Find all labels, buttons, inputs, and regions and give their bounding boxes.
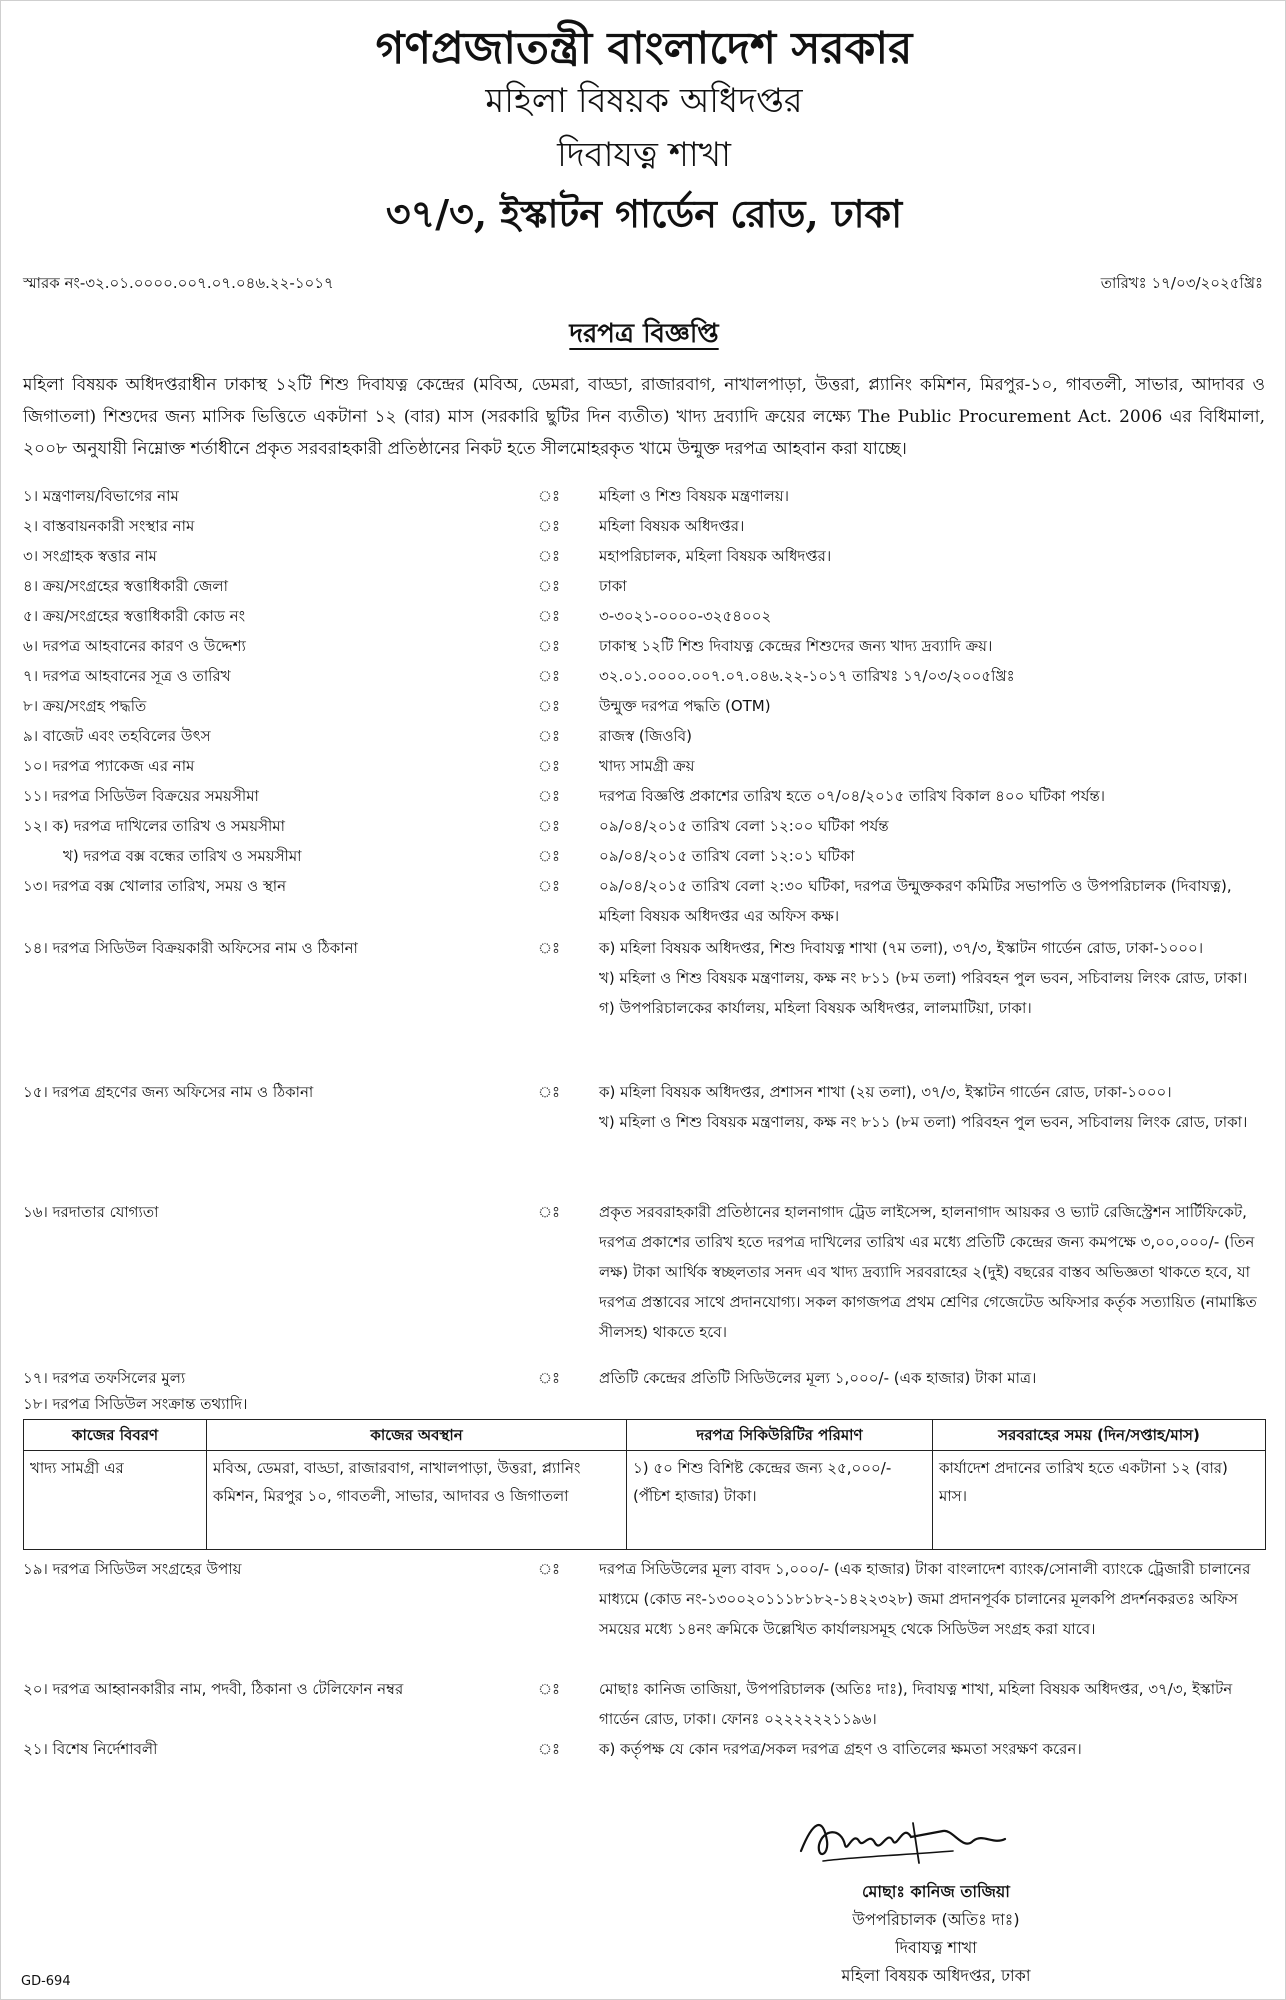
item-colon: ঃ <box>538 727 561 745</box>
item-value: খাদ্য সামগ্রী ক্রয় <box>599 757 695 775</box>
notice-title <box>1 313 1286 357</box>
government-title: গণপ্রজাতন্ত্রী বাংলাদেশ সরকার <box>375 23 913 74</box>
table-cell: কার্যাদেশ প্রদানের তারিখ হতে একটানা ১২ (বার) মাস। <box>933 1451 1266 1550</box>
table-header-row <box>24 1420 1266 1451</box>
item-colon: ঃ <box>538 1560 561 1578</box>
item-colon: ঃ <box>538 757 561 775</box>
item-colon: ঃ <box>538 667 561 685</box>
item-value: প্রতিটি কেন্দ্রের প্রতিটি সিডিউলের মূল্য ১,০০০/- (এক হাজার) টাকা মাত্র। <box>599 1369 1037 1387</box>
item-colon: ঃ <box>538 697 561 715</box>
item-label: ১৬। দরদাতার যোগ্যতা <box>23 1203 159 1221</box>
footer-code: GD-694 <box>21 1974 71 1989</box>
memo-number: স্মারক নং-৩২.০১.০০০০.০০৭.০৭.০৪৬.২২-১০১৭ <box>23 274 334 292</box>
item-colon: ঃ <box>538 607 561 625</box>
item-value: মহিলা ও শিশু বিষয়ক মন্ত্রণালয়। <box>599 487 790 505</box>
item-label: ৫। ক্রয়/সংগ্রহের স্বত্তাধিকারী কোড নং <box>23 607 246 625</box>
item-colon: ঃ <box>538 1369 561 1387</box>
item-colon: ঃ <box>538 877 561 895</box>
notice-title-text: দরপত্র বিজ্ঞপ্তি <box>569 319 719 349</box>
office-option-a: ক) মহিলা বিষয়ক অধিদপ্তর, প্রশাসন শাখা (২য় তলা), ৩৭/৩, ইস্কাটন গার্ডেন রোড, ঢাকা-১০০০। <box>599 1083 1172 1101</box>
schedule-table <box>23 1419 1266 1550</box>
item-value: ক) কর্তৃপক্ষ যে কোন দরপত্র/সকল দরপত্র গ্রহণ ও বাতিলের ক্ষমতা সংরক্ষণ করেন। <box>599 1740 1082 1758</box>
item-label: ২। বাস্তবায়নকারী সংস্থার নাম <box>23 517 195 535</box>
table-cell: ১) ৫০ শিশু বিশিষ্ট কেন্দ্রের জন্য ২৫,০০০/- (পঁচিশ হাজার) টাকা। <box>627 1451 933 1550</box>
item-value <box>599 1077 1263 1137</box>
item-colon: ঃ <box>538 847 561 865</box>
item-value: রাজস্ব (জিওবি) <box>599 727 693 745</box>
table-cell: খাদ্য সামগ্রী এর <box>24 1451 207 1550</box>
item-label: ১৩। দরপত্র বক্স খোলার তারিখ, সময় ও স্থান <box>23 877 287 895</box>
item-colon: ঃ <box>538 577 561 595</box>
item-label: ১১। দরপত্র সিডিউল বিক্রয়ের সময়সীমা <box>23 787 259 805</box>
office-option-b: খ) মহিলা ও শিশু বিষয়ক মন্ত্রণালয়, কক্ষ নং ৮১১ (৮ম তলা) পরিবহন পুল ভবন, সচিবালয় লিংক রোড, ঢাকা। <box>599 969 1248 987</box>
item-colon: ঃ <box>538 547 561 565</box>
item-value: ০৯/০৪/২০১৫ তারিখ বেলা ১২:০০ ঘটিকা পর্যন্ত <box>599 817 889 835</box>
item-label: ৭। দরপত্র আহবানের সূত্র ও তারিখ <box>23 667 231 685</box>
table-row <box>24 1451 1266 1550</box>
item-value: ৩-৩০২১-০০০০-৩২৫৪০০২ <box>599 607 772 625</box>
item-value <box>599 933 1263 1023</box>
item-label: ৮। ক্রয়/সংগ্রহ পদ্ধতি <box>23 697 147 715</box>
item-label: ৩। সংগ্রাহক স্বত্তার নাম <box>23 547 157 565</box>
item-colon: ঃ <box>538 939 561 957</box>
item-label: ১। মন্ত্রণালয়/বিভাগের নাম <box>23 487 179 505</box>
item-value: প্রকৃত সরবরাহকারী প্রতিষ্ঠানের হালনাগাদ ট্রেড লাইসেন্স, হালনাগাদ আয়কর ও ভ্যাট রেজিস্ট্রেশন সার্টিফিকেট, দরপত্র প্রকাশের তারিখ হতে দরপত্র দাখিলের তারিখ এর মধ্যে প্রতিটি কেন্দ্রের জন্য কমপক্ষে ৩,০০,০০০/- (তিন লক্ষ) টাকা আর্থিক স্বচ্ছলতার সনদ এব খাদ্য দ্রব্যাদি সরবরাহের ২(দুই) বছরের বাস্তব অভিজ্ঞতা থাকতে হবে, যা দরপত্র প্রস্তাবের সাথে প্রদানযোগ্য। সকল কাগজপত্র প্রথম শ্রেণির গেজেটেড অফিসার কর্তৃক সত্যায়িত (নামাঙ্কিত সীলসহ) থাকতে হবে। <box>599 1203 1257 1341</box>
signatory-name: মোছাঃ কানিজ তাজিয়া <box>862 1882 1010 1901</box>
item-value: মোছাঃ কানিজ তাজিয়া, উপপরিচালক (অতিঃ দাঃ), দিবাযত্ন শাখা, মহিলা বিষয়ক অধিদপ্তর, ৩৭/৩, ইস্কাটন গার্ডেন রোড, ঢাকা। ফোনঃ ০২২২২২২১১৯৬। <box>599 1680 1233 1728</box>
item-colon: ঃ <box>538 517 561 535</box>
table-header: সরবরাহের সময় (দিন/সপ্তাহ/মাস) <box>933 1420 1266 1451</box>
item-label: ১২। ক) দরপত্র দাখিলের তারিখ ও সময়সীমা <box>23 817 285 835</box>
item-label: ১৮। দরপত্র সিডিউল সংক্রান্ত তথ্যাদি। <box>23 1395 248 1413</box>
item-label: ১৫। দরপত্র গ্রহণের জন্য অফিসের নাম ও ঠিকানা <box>23 1083 314 1101</box>
notice-date: তারিখঃ ১৭/০৩/২০২৫খ্রিঃ <box>1100 274 1263 292</box>
item-value: দরপত্র বিজ্ঞপ্তি প্রকাশের তারিখ হতে ০৭/০৪/২০১৫ তারিখ বিকাল ৪০০ ঘটিকা পর্যন্ত। <box>599 787 1106 805</box>
table-header: কাজের অবস্থান <box>207 1420 627 1451</box>
item-colon: ঃ <box>538 1083 561 1101</box>
table-header: কাজের বিবরণ <box>24 1420 207 1451</box>
item-value: ৩২.০১.০০০০.০০৭.০৭.০৪৬.২২-১০১৭ তারিখঃ ১৭/০৩/২০০৫খ্রিঃ <box>599 667 1015 685</box>
item-label: ২০। দরপত্র আহ্বানকারীর নাম, পদবী, ঠিকানা ও টেলিফোন নম্বর <box>23 1680 404 1698</box>
item-label: ১৯। দরপত্র সিডিউল সংগ্রহের উপায় <box>23 1560 242 1578</box>
item-label: ৯। বাজেট এবং তহবিলের উৎস <box>23 727 211 745</box>
item-label: ১০। দরপত্র প্যাকেজ এর নাম <box>23 757 195 775</box>
signatory-designation: উপপরিচালক (অতিঃ দাঃ) <box>852 1910 1020 1929</box>
item-sublabel: খ) দরপত্র বক্স বন্ধের তারিখ ও সময়সীমা <box>63 847 302 865</box>
item-colon: ঃ <box>538 1203 561 1221</box>
item-value: মহিলা বিষয়ক অধিদপ্তর। <box>599 517 745 535</box>
office-option-c: গ) উপপরিচালকের কার্যালয়, মহিলা বিষয়ক অধিদপ্তর, লালমাটিয়া, ঢাকা। <box>599 999 1032 1017</box>
signatory-office: মহিলা বিষয়ক অধিদপ্তর, ঢাকা <box>841 1966 1031 1985</box>
table-cell: মবিঅ, ডেমরা, বাড্ডা, রাজারবাগ, নাখালপাড়া, উত্তরা, প্ল্যানিং কমিশন, মিরপুর ১০, গাবতলী, সাভার, আদাবর ও জিগাতলা <box>207 1451 627 1550</box>
office-address: ৩৭/৩, ইস্কাটন গার্ডেন রোড, ঢাকা <box>385 191 903 236</box>
signature-image <box>793 1801 1023 1879</box>
department-name: মহিলা বিষয়ক অধিদপ্তর <box>485 81 803 121</box>
item-colon: ঃ <box>538 1740 561 1758</box>
item-value: ০৯/০৪/২০১৫ তারিখ বেলা ১২:০১ ঘটিকা <box>599 847 855 865</box>
item-value: দরপত্র সিডিউলের মূল্য বাবদ ১,০০০/- (এক হাজার) টাকা বাংলাদেশ ব্যাংক/সোনালী ব্যাংকে ট্রেজারী চালানের মাধ্যমে (কোড নং-১৩০০২০১১১৮১৮২-১৪২২৩২৮) জমা প্রদানপূর্বক চালানের মূলকপি প্রদর্শনকরতঃ অফিস সময়ের মধ্যে ১৪নং ক্রমিকে উল্লেখিত কার্যালয়সমূহ থেকে সিডিউল সংগ্রহ করা যাবে। <box>599 1560 1251 1638</box>
table-header: দরপত্র সিকিউরিটির পরিমাণ <box>627 1420 933 1451</box>
item-value: উন্মুক্ত দরপত্র পদ্ধতি (OTM) <box>599 697 771 715</box>
item-colon: ঃ <box>538 1680 561 1698</box>
office-option-b: খ) মহিলা ও শিশু বিষয়ক মন্ত্রণালয়, কক্ষ নং ৮১১ (৮ম তলা) পরিবহন পুল ভবন, সচিবালয় লিংক রোড, ঢাকা। <box>599 1113 1248 1131</box>
office-option-a: ক) মহিলা বিষয়ক অধিদপ্তর, শিশু দিবাযত্ন শাখা (৭ম তলা), ৩৭/৩, ইস্কাটন গার্ডেন রোড, ঢাকা-১০০০। <box>599 939 1204 957</box>
item-label: ৬। দরপত্র আহবানের কারণ ও উদ্দেশ্য <box>23 637 246 655</box>
item-label: ২১। বিশেষ নির্দেশাবলী <box>23 1740 158 1758</box>
signatory-section: দিবাযত্ন শাখা <box>895 1938 977 1957</box>
item-colon: ঃ <box>538 637 561 655</box>
item-label: ১৭। দরপত্র তফসিলের মুল্য <box>23 1369 186 1387</box>
item-value: ঢাকা <box>599 577 627 595</box>
item-label: ১৪। দরপত্র সিডিউল বিক্রয়কারী অফিসের নাম ও ঠিকানা <box>23 939 358 957</box>
item-colon: ঃ <box>538 787 561 805</box>
item-value: ঢাকাস্থ ১২টি শিশু দিবাযত্ন কেন্দ্রের শিশুদের জন্য খাদ্য দ্রব্যাদি ক্রয়। <box>599 637 993 655</box>
item-value: মহাপরিচালক, মহিলা বিষয়ক অধিদপ্তর। <box>599 547 832 565</box>
section-name: দিবাযত্ন শাখা <box>557 135 731 175</box>
item-label: ৪। ক্রয়/সংগ্রহের স্বত্তাধিকারী জেলা <box>23 577 228 595</box>
item-colon: ঃ <box>538 487 561 505</box>
item-colon: ঃ <box>538 817 561 835</box>
item-value: ০৯/০৪/২০১৫ তারিখ বেলা ২:৩০ ঘটিকা, দরপত্র উন্মুক্তকরণ কমিটির সভাপতি ও উপপরিচালক (দিবাযত্ন), মহিলা বিষয়ক অধিদপ্তর এর অফিস কক্ষ। <box>599 877 1232 925</box>
intro-paragraph: মহিলা বিষয়ক অধিদপ্তরাধীন ঢাকাস্থ ১২টি শিশু দিবাযত্ন কেন্দ্রের (মবিঅ, ডেমরা, বাড্ডা, রাজারবাগ, নাখালপাড়া, উত্তরা, প্ল্যানিং কমিশন, মিরপুর-১০, গাবতলী, সাভার, আদাবর ও জিগাতলা) শিশুদের জন্য মাসিক ভিত্তিতে একটানা ১২ (বার) মাস (সরকারি ছুটির দিন ব্যতীত) খাদ্য দ্রব্যাদি ক্রয়ের লক্ষ্যে The Public Procurement Act. 2006 এর বিধিমালা, ২০০৮ অনুযায়ী নিম্নোক্ত শর্তাধীনে প্রকৃত সরবরাহকারী প্রতিষ্ঠানের নিকট হতে সীলমোহরকৃত খামে উন্মুক্ত দরপত্র আহবান করা যাচ্ছে। <box>23 375 1265 459</box>
